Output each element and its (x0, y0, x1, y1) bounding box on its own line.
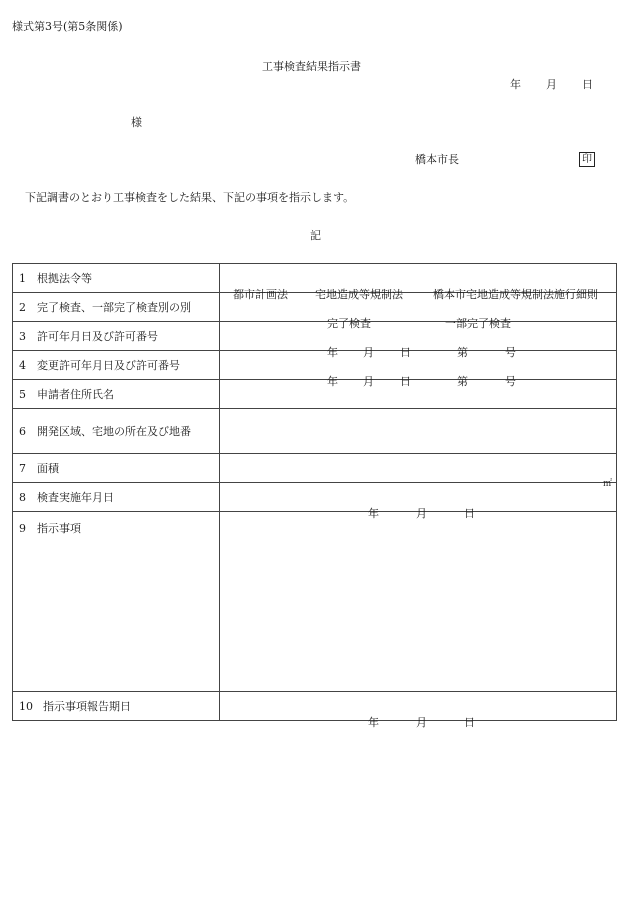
date-month: 月 (546, 78, 557, 91)
row-value (220, 409, 617, 454)
table-row (13, 692, 617, 721)
document-title: 工事検査結果指示書 (262, 60, 361, 73)
row-value (220, 380, 617, 409)
table-row (13, 454, 617, 483)
intro-text: 下記調書のとおり工事検査をした結果、下記の事項を指示します。 (25, 191, 355, 204)
row-label: 5 申請者住所氏名 (13, 380, 220, 409)
row-value: 年 月 日 (220, 692, 617, 721)
row-value: 都市計画法 宅地造成等規制法 橋本市宅地造成等規制法施行細則 (220, 264, 617, 293)
row-value: 年 月 日 第 号 (220, 351, 617, 380)
row-label: 3 許可年月日及び許可番号 (13, 322, 220, 351)
table-row (13, 409, 617, 454)
table-row (13, 322, 617, 351)
row-value: 完了検査 一部完了検査 (220, 293, 617, 322)
row-label: 6 開発区域、宅地の所在及び地番 (13, 409, 220, 454)
issuer: 橋本市長 (415, 153, 459, 166)
table-row (13, 380, 617, 409)
date-year: 年 (510, 78, 521, 91)
row-label: 1 根拠法令等 (13, 264, 220, 293)
row-label: 2 完了検査、一部完了検査別の別 (13, 293, 220, 322)
instructions-area (220, 512, 617, 692)
form-number: 様式第3号(第5条関係) (12, 20, 123, 33)
row-label: 9 指示事項 (13, 512, 220, 692)
row-label: 8 検査実施年月日 (13, 483, 220, 512)
row-value: 年 月 日 第 号 (220, 322, 617, 351)
table-row (13, 483, 617, 512)
table-row (13, 512, 617, 692)
row-label: 7 面積 (13, 454, 220, 483)
ki-heading: 記 (310, 229, 321, 242)
inspection-table (12, 263, 617, 729)
table-row (13, 264, 617, 293)
date-day: 日 (582, 78, 593, 91)
row-value: ㎡ (220, 454, 617, 483)
table-row (13, 351, 617, 380)
row-value: 年 月 日 (220, 483, 617, 512)
row-label: 10 指示事項報告期日 (13, 692, 220, 721)
row-label: 4 変更許可年月日及び許可番号 (13, 351, 220, 380)
addressee-suffix: 様 (131, 116, 142, 129)
seal-mark: 印 (579, 152, 595, 167)
